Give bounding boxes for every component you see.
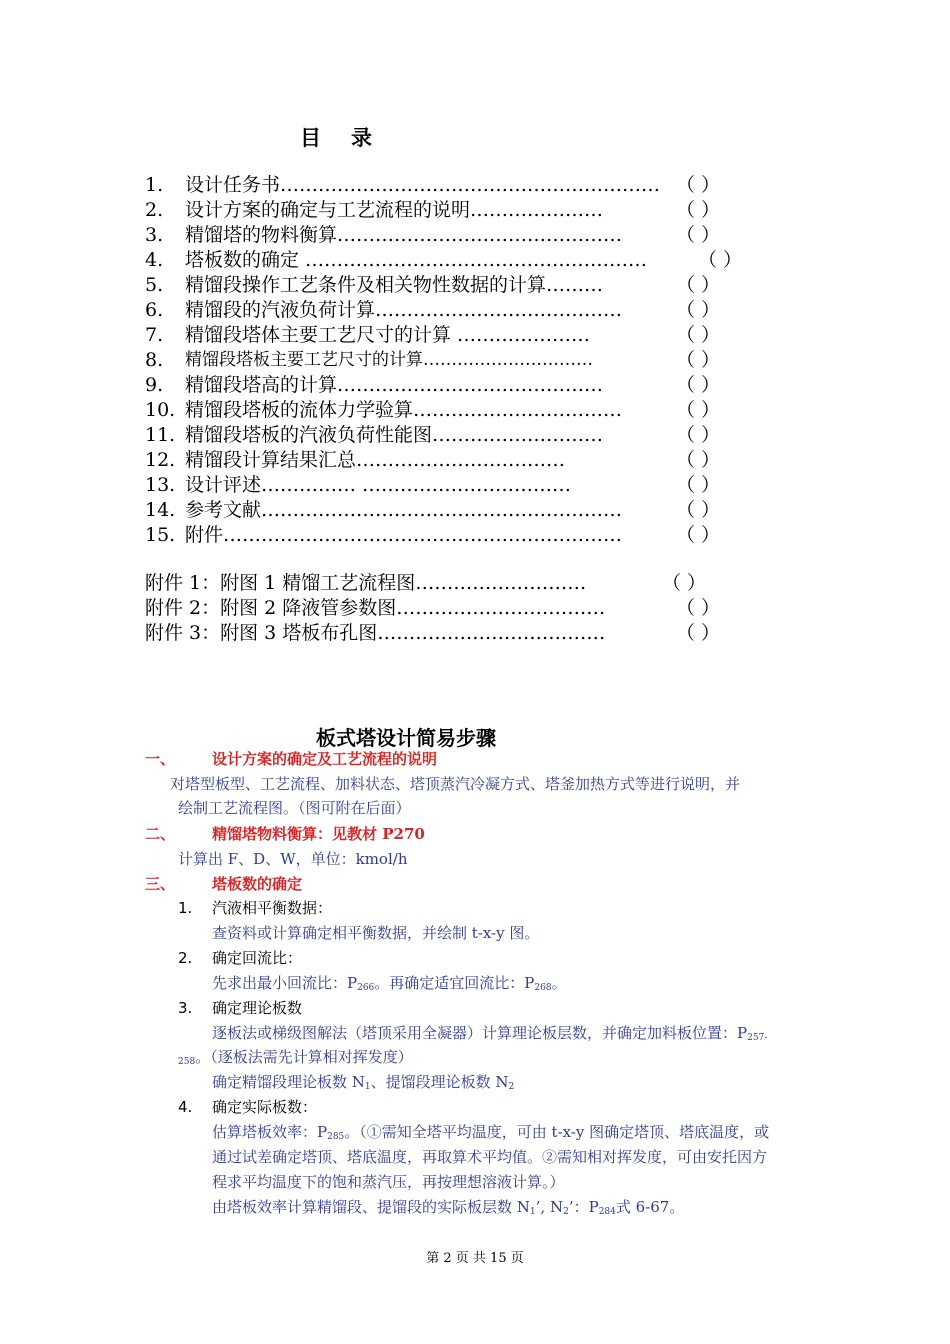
heading-2-text: 精馏塔物料衡算：见教材 P270 xyxy=(212,825,425,843)
toc-item[interactable] xyxy=(145,448,720,473)
step-3-title: 确定理论板数 xyxy=(212,999,303,1017)
toc-item-label: 塔板数的确定 ……………………………………………… xyxy=(185,249,648,271)
toc-item[interactable] xyxy=(145,323,720,348)
step-4-page-ref-b: 284 xyxy=(598,1207,616,1217)
toc-item-number: 4. xyxy=(145,249,164,271)
step-4-body-line-4-part-d: 式 6-67。 xyxy=(615,1198,685,1216)
step-3-body-line-2-text: 。（逐板法需先计算相对挥发度） xyxy=(195,1048,413,1066)
heading-1-body-line-1: 对塔型板型、工艺流程、加料状态、塔顶蒸汽冷凝方式、塔釜加热方式等进行说明，并 xyxy=(170,775,741,793)
toc-item-page: （ ） xyxy=(675,174,720,196)
toc-item-label: 精馏段塔板主要工艺尺寸的计算………………………… xyxy=(185,350,593,370)
toc-item-number: 9. xyxy=(145,374,164,396)
toc-item-number: 11. xyxy=(145,424,176,446)
step-2-number: 2. xyxy=(178,949,193,967)
step-3-number: 3. xyxy=(178,999,193,1017)
toc-item-label: 参考文献………………………………………………… xyxy=(185,499,623,521)
step-2-page-ref-a: 266 xyxy=(357,983,375,993)
toc-item-label: 附件……………………………………………………… xyxy=(185,524,623,546)
toc-item-number: 2. xyxy=(145,199,164,221)
step-4-body-line-1-part-a: 估算塔板效率：P xyxy=(212,1123,328,1141)
heading-2-body: 计算出 F、D、W，单位：kmol/h xyxy=(178,850,408,868)
toc-item-label: 精馏段的汽液负荷计算………………………………… xyxy=(185,299,623,321)
toc-item-label: 设计任务书…………………………………………………… xyxy=(185,174,661,196)
toc-item-page: （ ） xyxy=(675,199,720,221)
toc-item-label: 精馏段操作工艺条件及相关物性数据的计算……… xyxy=(185,274,604,296)
step-3-subscript-1: 1 xyxy=(364,1082,371,1092)
toc-item-label: 精馏段塔板的汽液负荷性能图……………………… xyxy=(185,424,604,446)
step-4-body-line-3: 程求平均温度下的饱和蒸汽压，再按理想溶液计算。） xyxy=(212,1173,565,1191)
step-4-page-ref-a: 285 xyxy=(327,1132,345,1142)
toc-item[interactable] xyxy=(145,298,720,323)
step-4-number: 4. xyxy=(178,1098,193,1116)
step-2-body xyxy=(212,973,567,998)
step-1-body: 查资料或计算确定相平衡数据，并绘制 t-x-y 图。 xyxy=(212,924,540,942)
step-3-body-line-1-text: 逐板法或梯级图解法（塔顶采用全凝器）计算理论板层数，并确定加料板位置：P xyxy=(212,1024,748,1042)
appendix-item-page: （ ） xyxy=(675,622,720,644)
toc-item-label: 精馏塔的物料衡算……………………………………… xyxy=(185,224,623,246)
appendix-item-page: （ ） xyxy=(661,572,706,594)
step-4-body-line-4 xyxy=(212,1197,684,1222)
heading-1-number: 一、 xyxy=(145,750,176,768)
toc-item-page: （ ） xyxy=(675,349,720,371)
heading-2-number: 二、 xyxy=(145,825,176,843)
toc-item[interactable] xyxy=(145,198,720,223)
toc-item-number: 13. xyxy=(145,474,176,496)
step-3-body-line-3-part-a: 确定精馏段理论板数 N xyxy=(212,1073,365,1091)
toc-item-number: 14. xyxy=(145,499,176,521)
step-4-body-line-1 xyxy=(212,1122,769,1147)
step-2 xyxy=(178,948,678,968)
step-2-page-ref-b: 268 xyxy=(534,983,552,993)
step-4-body-line-4-part-a: 由塔板效率计算精馏段、提馏段的实际板层数 N xyxy=(212,1198,530,1216)
step-4-subscript-1: 1 xyxy=(529,1207,536,1217)
toc-item-label: 设计评述…………… …………………………… xyxy=(185,474,572,496)
toc-item-page: （ ） xyxy=(675,424,720,446)
step-2-body-part-b: 。再确定适宜回流比：P xyxy=(374,974,535,992)
step-4-body-line-4-part-b: ’, N xyxy=(535,1198,564,1216)
step-4-subscript-2: 2 xyxy=(563,1207,569,1217)
step-3 xyxy=(178,998,678,1018)
toc-item-page: （ ） xyxy=(675,399,720,421)
step-2-title: 确定回流比： xyxy=(212,949,303,967)
heading-1 xyxy=(145,749,745,769)
toc-item[interactable] xyxy=(145,423,720,448)
step-1 xyxy=(178,898,678,918)
toc-item[interactable] xyxy=(145,523,720,548)
toc-item-label: 精馏段塔板的流体力学验算…………………………… xyxy=(185,399,623,421)
toc-item[interactable] xyxy=(145,373,720,398)
heading-1-text: 设计方案的确定及工艺流程的说明 xyxy=(212,750,438,768)
toc-item-page: （ ） xyxy=(675,324,720,346)
toc-item[interactable] xyxy=(145,498,720,523)
step-4-title: 确定实际板数： xyxy=(212,1098,318,1116)
appendix-item-label: 附件 3：附图 3 塔板布孔图……………………………… xyxy=(145,622,606,644)
appendix-item-label: 附件 2：附图 2 降液管参数图…………………………… xyxy=(145,597,606,619)
step-4 xyxy=(178,1097,678,1117)
appendix-item-page: （ ） xyxy=(675,597,720,619)
toc-item-number: 15. xyxy=(145,524,176,546)
toc-item-label: 设计方案的确定与工艺流程的说明………………… xyxy=(185,199,604,221)
toc-item-label: 精馏段计算结果汇总…………………………… xyxy=(185,449,566,471)
step-1-number: 1. xyxy=(178,899,193,917)
step-3-page-ref-a: 257- xyxy=(747,1033,768,1043)
toc-item[interactable] xyxy=(145,273,720,298)
heading-3-number: 三、 xyxy=(145,875,176,893)
appendix-item[interactable] xyxy=(145,571,720,596)
toc-item-page: （ ） xyxy=(675,524,720,546)
toc-item-page: （ ） xyxy=(675,274,720,296)
toc-item-number: 6. xyxy=(145,299,164,321)
toc-item-number: 10. xyxy=(145,399,176,421)
toc-item-page: （ ） xyxy=(675,374,720,396)
appendix-item-label: 附件 1：附图 1 精馏工艺流程图……………………… xyxy=(145,572,587,594)
step-3-subscript-2: 2 xyxy=(508,1082,515,1092)
step-3-body-line-3-part-b: 、提馏段理论板数 N xyxy=(370,1073,509,1091)
heading-3 xyxy=(145,874,745,894)
toc-item-number: 7. xyxy=(145,324,164,346)
toc-title-char-1: 目 xyxy=(300,125,321,150)
section-title: 板式塔设计简易步骤 xyxy=(316,726,496,750)
heading-2 xyxy=(145,824,745,844)
step-2-body-part-c: 。 xyxy=(551,974,567,992)
appendix-item[interactable] xyxy=(145,596,720,621)
heading-1-body-line-2: 绘制工艺流程图。（图可附在后面） xyxy=(178,799,411,817)
step-1-title: 汽液相平衡数据： xyxy=(212,899,333,917)
toc-item-page: （ ） xyxy=(675,474,720,496)
toc-item[interactable] xyxy=(145,223,720,248)
toc-item-page: （ ） xyxy=(675,499,720,521)
step-3-body-line-1 xyxy=(212,1023,767,1048)
step-4-body-line-2: 通过试差确定塔顶、塔底温度，再取算术平均值。②需知相对挥发度，可由安托因方 xyxy=(212,1148,768,1166)
step-4-body-line-4-part-c: ’：P xyxy=(568,1198,599,1216)
toc-item-page: （ ） xyxy=(697,249,742,271)
step-2-body-part-a: 先求出最小回流比：P xyxy=(212,974,358,992)
toc-title xyxy=(300,122,372,152)
page-footer: 第 2 页 共 15 页 xyxy=(426,1251,524,1266)
step-3-body-line-3 xyxy=(212,1072,514,1097)
toc-item[interactable] xyxy=(145,248,742,273)
step-3-page-ref-b: 258 xyxy=(178,1057,196,1067)
appendix-item[interactable] xyxy=(145,621,720,646)
toc-item-label: 精馏段塔体主要工艺尺寸的计算 ………………… xyxy=(185,324,591,346)
toc-title-char-2: 录 xyxy=(351,125,372,150)
toc-item-page: （ ） xyxy=(675,299,720,321)
toc-item-number: 1. xyxy=(145,174,164,196)
toc-item-number: 5. xyxy=(145,274,164,296)
step-3-body-line-2 xyxy=(178,1047,413,1072)
toc-item-number: 8. xyxy=(145,349,164,371)
heading-3-text: 塔板数的确定 xyxy=(212,875,303,893)
toc-item[interactable] xyxy=(145,348,720,373)
toc-item-number: 3. xyxy=(145,224,164,246)
step-4-body-line-1-part-b: 。（①需知全塔平均温度，可由 t-x-y 图确定塔顶、塔底温度，或 xyxy=(344,1123,770,1141)
toc-item-page: （ ） xyxy=(675,449,720,471)
toc-item-number: 12. xyxy=(145,449,176,471)
toc-item[interactable] xyxy=(145,473,720,498)
toc-item-label: 精馏段塔高的计算…………………………………… xyxy=(185,374,604,396)
toc-item[interactable] xyxy=(145,398,720,423)
toc-item[interactable] xyxy=(145,173,720,198)
toc-item-page: （ ） xyxy=(675,224,720,246)
